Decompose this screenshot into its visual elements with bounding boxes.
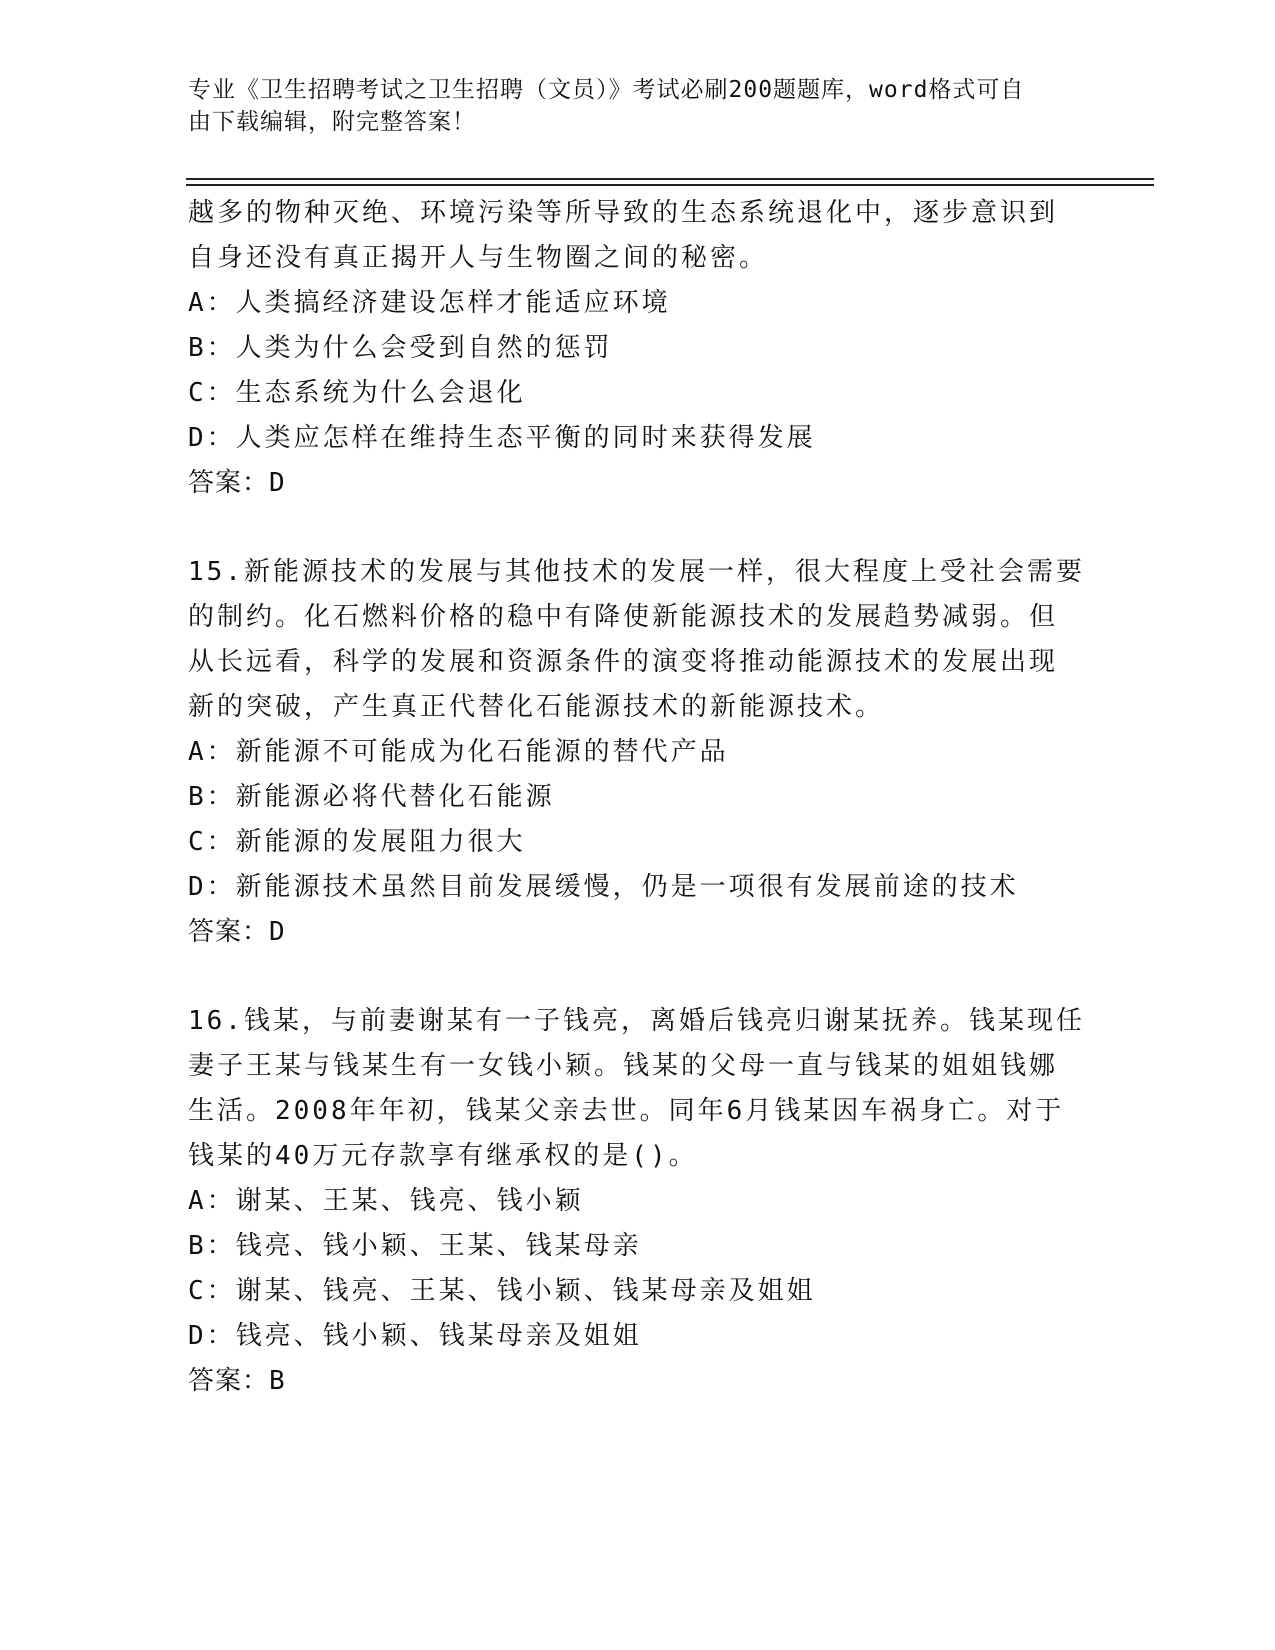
option-b: B：人类为什么会受到自然的惩罚 [188,333,613,363]
header-line-2: 由下载编辑，附完整答案！ [188,109,476,135]
question-text-line: 16.钱某，与前妻谢某有一子钱亮，离婚后钱亮归谢某抚养。钱某现任 [188,1006,1085,1036]
option-c: C：谢某、钱亮、王某、钱小颖、钱某母亲及姐姐 [188,1276,816,1306]
question-text-line: 越多的物种灭绝、环境污染等所导致的生态系统退化中，逐步意识到 [188,198,1059,228]
question-text-line: 自身还没有真正揭开人与生物圈之间的秘密。 [188,243,769,273]
header-line-1: 专业《卫生招聘考试之卫生招聘（文员）》考试必刷200题题库，word格式可自 [188,77,1025,103]
question-text-line: 15.新能源技术的发展与其他技术的发展一样，很大程度上受社会需要 [188,557,1085,587]
question-text-line: 的制约。化石燃料价格的稳中有降使新能源技术的发展趋势减弱。但 [188,602,1059,632]
question-text-line: 从长远看，科学的发展和资源条件的演变将推动能源技术的发展出现 [188,647,1059,677]
option-c: C：新能源的发展阻力很大 [188,827,526,857]
option-d: D：人类应怎样在维持生态平衡的同时来获得发展 [188,423,816,453]
answer-line: 答案：D [188,468,286,498]
option-d: D：新能源技术虽然目前发展缓慢，仍是一项很有发展前途的技术 [188,872,1019,902]
question-14-continued [188,191,1088,506]
header-divider-top [186,178,1154,180]
answer-line: 答案：D [188,917,286,947]
option-b: B：钱亮、钱小颖、王某、钱某母亲 [188,1231,642,1261]
question-spacer [188,955,1088,999]
document-header [188,74,1088,138]
question-text-line: 钱某的40万元存款享有继承权的是()。 [188,1141,698,1171]
question-spacer [188,506,1088,550]
question-text-line: 新的突破，产生真正代替化石能源技术的新能源技术。 [188,692,885,722]
answer-line: 答案：B [188,1366,286,1396]
document-body [188,191,1088,1404]
option-a: A：人类搞经济建设怎样才能适应环境 [188,288,671,318]
option-d: D：钱亮、钱小颖、钱某母亲及姐姐 [188,1321,642,1351]
question-16 [188,999,1088,1404]
header-divider-bottom [186,184,1154,186]
question-text-line: 妻子王某与钱某生有一女钱小颖。钱某的父母一直与钱某的姐姐钱娜 [188,1051,1059,1081]
option-c: C：生态系统为什么会退化 [188,378,526,408]
option-b: B：新能源必将代替化石能源 [188,782,555,812]
option-a: A：谢某、王某、钱亮、钱小颖 [188,1186,584,1216]
question-15 [188,550,1088,955]
question-text-line: 生活。2008年年初，钱某父亲去世。同年6月钱某因车祸身亡。对于 [188,1096,1065,1126]
option-a: A：新能源不可能成为化石能源的替代产品 [188,737,729,767]
